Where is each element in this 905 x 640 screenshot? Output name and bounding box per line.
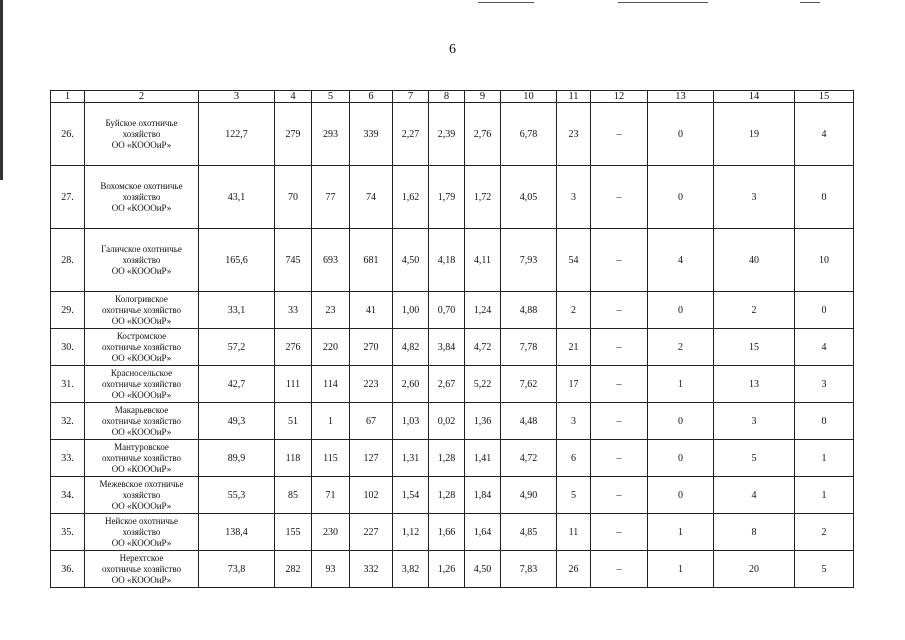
value-cell: 2,60 bbox=[393, 366, 429, 403]
value-cell: 8 bbox=[714, 514, 795, 551]
value-cell: 41 bbox=[350, 292, 393, 329]
value-cell: 276 bbox=[275, 329, 312, 366]
column-header: 13 bbox=[648, 91, 714, 103]
value-cell: 1,00 bbox=[393, 292, 429, 329]
value-cell: 1,31 bbox=[393, 440, 429, 477]
value-cell: 40 bbox=[714, 229, 795, 292]
value-cell: 4 bbox=[714, 477, 795, 514]
column-header: 10 bbox=[501, 91, 557, 103]
column-header: 12 bbox=[591, 91, 648, 103]
value-cell: 4 bbox=[795, 103, 854, 166]
value-cell: 26 bbox=[557, 551, 591, 588]
value-cell: 1,41 bbox=[465, 440, 501, 477]
value-cell: 49,3 bbox=[199, 403, 275, 440]
value-cell: 1,28 bbox=[429, 477, 465, 514]
value-cell: 0 bbox=[648, 477, 714, 514]
value-cell: 20 bbox=[714, 551, 795, 588]
value-cell: 85 bbox=[275, 477, 312, 514]
page-number: 6 bbox=[449, 42, 456, 57]
name-line: ОО «КОООиР» bbox=[111, 139, 172, 150]
value-cell: 1 bbox=[312, 403, 350, 440]
value-cell: 4,88 bbox=[501, 292, 557, 329]
value-cell: 1 bbox=[648, 514, 714, 551]
hunting-farm-name bbox=[85, 477, 199, 514]
row-number: 26. bbox=[51, 103, 85, 166]
value-cell: 6,78 bbox=[501, 103, 557, 166]
name-line: хозяйство bbox=[122, 128, 161, 139]
row-number: 27. bbox=[51, 166, 85, 229]
value-cell: 74 bbox=[350, 166, 393, 229]
value-cell: 77 bbox=[312, 166, 350, 229]
value-cell: 7,62 bbox=[501, 366, 557, 403]
column-header: 4 bbox=[275, 91, 312, 103]
value-cell: 4,11 bbox=[465, 229, 501, 292]
value-cell: 70 bbox=[275, 166, 312, 229]
dash-cell: – bbox=[591, 166, 648, 229]
value-cell: 4,72 bbox=[501, 440, 557, 477]
name-line: ОО «КОООиР» bbox=[111, 463, 172, 474]
value-cell: 1 bbox=[795, 440, 854, 477]
value-cell: 0 bbox=[795, 403, 854, 440]
value-cell: 4 bbox=[648, 229, 714, 292]
value-cell: 11 bbox=[557, 514, 591, 551]
table-row bbox=[51, 166, 854, 229]
value-cell: 33,1 bbox=[199, 292, 275, 329]
value-cell: 55,3 bbox=[199, 477, 275, 514]
scan-top-line bbox=[618, 2, 708, 3]
value-cell: 4,90 bbox=[501, 477, 557, 514]
value-cell: 51 bbox=[275, 403, 312, 440]
value-cell: 282 bbox=[275, 551, 312, 588]
table-row bbox=[51, 551, 854, 588]
value-cell: 4,48 bbox=[501, 403, 557, 440]
hunting-farm-name bbox=[85, 366, 199, 403]
value-cell: 2 bbox=[714, 292, 795, 329]
name-line: охотничье хозяйство bbox=[101, 304, 182, 315]
scan-top-line bbox=[478, 2, 534, 3]
value-cell: 5 bbox=[795, 551, 854, 588]
name-line: ОО «КОООиР» bbox=[111, 500, 172, 511]
name-line: охотничье хозяйство bbox=[101, 563, 182, 574]
value-cell: 1,26 bbox=[429, 551, 465, 588]
value-cell: 4,18 bbox=[429, 229, 465, 292]
name-line: ОО «КОООиР» bbox=[111, 389, 172, 400]
value-cell: 1,79 bbox=[429, 166, 465, 229]
value-cell: 118 bbox=[275, 440, 312, 477]
value-cell: 3 bbox=[557, 166, 591, 229]
scan-top-line bbox=[800, 2, 820, 3]
dash-cell: – bbox=[591, 514, 648, 551]
value-cell: 1,84 bbox=[465, 477, 501, 514]
name-line: ОО «КОООиР» bbox=[111, 537, 172, 548]
dash-cell: – bbox=[591, 229, 648, 292]
hunting-farm-name bbox=[85, 551, 199, 588]
value-cell: 7,83 bbox=[501, 551, 557, 588]
hunting-farm-name bbox=[85, 329, 199, 366]
name-line: Красносельское bbox=[110, 367, 173, 378]
name-line: ОО «КОООиР» bbox=[111, 426, 172, 437]
row-number: 29. bbox=[51, 292, 85, 329]
value-cell: 279 bbox=[275, 103, 312, 166]
table-row bbox=[51, 514, 854, 551]
value-cell: 15 bbox=[714, 329, 795, 366]
name-line: ОО «КОООиР» bbox=[111, 574, 172, 585]
dash-cell: – bbox=[591, 403, 648, 440]
name-line: Вохомское охотничье bbox=[100, 180, 183, 191]
value-cell: 0 bbox=[648, 166, 714, 229]
name-line: хозяйство bbox=[122, 489, 161, 500]
table-row bbox=[51, 477, 854, 514]
value-cell: 1 bbox=[648, 366, 714, 403]
value-cell: 111 bbox=[275, 366, 312, 403]
value-cell: 3 bbox=[714, 403, 795, 440]
value-cell: 5 bbox=[714, 440, 795, 477]
value-cell: 681 bbox=[350, 229, 393, 292]
value-cell: 3,84 bbox=[429, 329, 465, 366]
column-header: 11 bbox=[557, 91, 591, 103]
row-number: 30. bbox=[51, 329, 85, 366]
hunting-farm-name bbox=[85, 440, 199, 477]
value-cell: 17 bbox=[557, 366, 591, 403]
value-cell: 270 bbox=[350, 329, 393, 366]
value-cell: 2 bbox=[795, 514, 854, 551]
value-cell: 3 bbox=[714, 166, 795, 229]
value-cell: 1 bbox=[648, 551, 714, 588]
value-cell: 42,7 bbox=[199, 366, 275, 403]
value-cell: 2 bbox=[557, 292, 591, 329]
name-line: Нерехтское bbox=[119, 552, 164, 563]
name-line: хозяйство bbox=[122, 526, 161, 537]
column-header: 2 bbox=[85, 91, 199, 103]
value-cell: 230 bbox=[312, 514, 350, 551]
row-number: 28. bbox=[51, 229, 85, 292]
hunting-farm-name bbox=[85, 103, 199, 166]
value-cell: 2,67 bbox=[429, 366, 465, 403]
row-number: 32. bbox=[51, 403, 85, 440]
value-cell: 0,02 bbox=[429, 403, 465, 440]
value-cell: 693 bbox=[312, 229, 350, 292]
name-line: Костромское bbox=[116, 330, 167, 341]
hunting-farm-name bbox=[85, 514, 199, 551]
value-cell: 33 bbox=[275, 292, 312, 329]
column-header: 3 bbox=[199, 91, 275, 103]
hunting-farm-name bbox=[85, 292, 199, 329]
column-header: 5 bbox=[312, 91, 350, 103]
value-cell: 19 bbox=[714, 103, 795, 166]
table-header-row bbox=[51, 91, 854, 103]
value-cell: 0 bbox=[648, 440, 714, 477]
value-cell: 21 bbox=[557, 329, 591, 366]
name-line: Галичское охотничье bbox=[101, 243, 182, 254]
value-cell: 0,70 bbox=[429, 292, 465, 329]
name-line: ОО «КОООиР» bbox=[111, 265, 172, 276]
name-line: Макарьевское bbox=[114, 404, 169, 415]
value-cell: 0 bbox=[795, 166, 854, 229]
value-cell: 4 bbox=[795, 329, 854, 366]
value-cell: 54 bbox=[557, 229, 591, 292]
name-line: Мантуровское bbox=[114, 441, 169, 452]
value-cell: 6 bbox=[557, 440, 591, 477]
table-row bbox=[51, 103, 854, 166]
value-cell: 13 bbox=[714, 366, 795, 403]
value-cell: 1,03 bbox=[393, 403, 429, 440]
value-cell: 3 bbox=[557, 403, 591, 440]
value-cell: 71 bbox=[312, 477, 350, 514]
name-line: охотничье хозяйство bbox=[101, 415, 182, 426]
column-header: 7 bbox=[393, 91, 429, 103]
row-number: 34. bbox=[51, 477, 85, 514]
name-line: Межевское охотничье bbox=[99, 478, 184, 489]
value-cell: 4,50 bbox=[393, 229, 429, 292]
value-cell: 5 bbox=[557, 477, 591, 514]
hunting-farm-name bbox=[85, 166, 199, 229]
dash-cell: – bbox=[591, 366, 648, 403]
value-cell: 114 bbox=[312, 366, 350, 403]
value-cell: 2,39 bbox=[429, 103, 465, 166]
value-cell: 138,4 bbox=[199, 514, 275, 551]
column-header: 15 bbox=[795, 91, 854, 103]
row-number: 33. bbox=[51, 440, 85, 477]
value-cell: 2 bbox=[648, 329, 714, 366]
column-header: 9 bbox=[465, 91, 501, 103]
name-line: ОО «КОООиР» bbox=[111, 352, 172, 363]
value-cell: 89,9 bbox=[199, 440, 275, 477]
name-line: хозяйство bbox=[122, 191, 161, 202]
value-cell: 1,54 bbox=[393, 477, 429, 514]
table-row bbox=[51, 440, 854, 477]
dash-cell: – bbox=[591, 292, 648, 329]
value-cell: 4,50 bbox=[465, 551, 501, 588]
value-cell: 745 bbox=[275, 229, 312, 292]
dash-cell: – bbox=[591, 477, 648, 514]
value-cell: 223 bbox=[350, 366, 393, 403]
value-cell: 220 bbox=[312, 329, 350, 366]
table-row bbox=[51, 366, 854, 403]
value-cell: 4,72 bbox=[465, 329, 501, 366]
value-cell: 4,85 bbox=[501, 514, 557, 551]
name-line: Нейское охотничье bbox=[104, 515, 179, 526]
data-table bbox=[50, 90, 854, 588]
value-cell: 339 bbox=[350, 103, 393, 166]
column-header: 8 bbox=[429, 91, 465, 103]
value-cell: 2,76 bbox=[465, 103, 501, 166]
value-cell: 73,8 bbox=[199, 551, 275, 588]
value-cell: 3 bbox=[795, 366, 854, 403]
value-cell: 7,78 bbox=[501, 329, 557, 366]
value-cell: 23 bbox=[557, 103, 591, 166]
value-cell: 1,28 bbox=[429, 440, 465, 477]
dash-cell: – bbox=[591, 551, 648, 588]
row-number: 35. bbox=[51, 514, 85, 551]
value-cell: 155 bbox=[275, 514, 312, 551]
column-header: 14 bbox=[714, 91, 795, 103]
value-cell: 1,66 bbox=[429, 514, 465, 551]
table-row bbox=[51, 292, 854, 329]
value-cell: 43,1 bbox=[199, 166, 275, 229]
value-cell: 10 bbox=[795, 229, 854, 292]
value-cell: 93 bbox=[312, 551, 350, 588]
dash-cell: – bbox=[591, 440, 648, 477]
value-cell: 115 bbox=[312, 440, 350, 477]
value-cell: 227 bbox=[350, 514, 393, 551]
value-cell: 7,93 bbox=[501, 229, 557, 292]
name-line: ОО «КОООиР» bbox=[111, 315, 172, 326]
value-cell: 57,2 bbox=[199, 329, 275, 366]
name-line: охотничье хозяйство bbox=[101, 452, 182, 463]
value-cell: 1,62 bbox=[393, 166, 429, 229]
table-row bbox=[51, 403, 854, 440]
value-cell: 3,82 bbox=[393, 551, 429, 588]
value-cell: 127 bbox=[350, 440, 393, 477]
name-line: охотничье хозяйство bbox=[101, 341, 182, 352]
value-cell: 2,27 bbox=[393, 103, 429, 166]
column-header: 1 bbox=[51, 91, 85, 103]
value-cell: 332 bbox=[350, 551, 393, 588]
row-number: 31. bbox=[51, 366, 85, 403]
value-cell: 0 bbox=[795, 292, 854, 329]
value-cell: 23 bbox=[312, 292, 350, 329]
name-line: хозяйство bbox=[122, 254, 161, 265]
column-header: 6 bbox=[350, 91, 393, 103]
name-line: ОО «КОООиР» bbox=[111, 202, 172, 213]
value-cell: 1,36 bbox=[465, 403, 501, 440]
dash-cell: – bbox=[591, 103, 648, 166]
value-cell: 165,6 bbox=[199, 229, 275, 292]
value-cell: 67 bbox=[350, 403, 393, 440]
value-cell: 4,82 bbox=[393, 329, 429, 366]
value-cell: 1 bbox=[795, 477, 854, 514]
table-row bbox=[51, 229, 854, 292]
value-cell: 0 bbox=[648, 292, 714, 329]
hunting-farm-name bbox=[85, 403, 199, 440]
value-cell: 122,7 bbox=[199, 103, 275, 166]
value-cell: 1,72 bbox=[465, 166, 501, 229]
value-cell: 1,12 bbox=[393, 514, 429, 551]
scan-edge-mark bbox=[0, 0, 3, 180]
dash-cell: – bbox=[591, 329, 648, 366]
name-line: охотничье хозяйство bbox=[101, 378, 182, 389]
value-cell: 1,64 bbox=[465, 514, 501, 551]
value-cell: 0 bbox=[648, 403, 714, 440]
row-number: 36. bbox=[51, 551, 85, 588]
value-cell: 102 bbox=[350, 477, 393, 514]
value-cell: 5,22 bbox=[465, 366, 501, 403]
hunting-farm-name bbox=[85, 229, 199, 292]
value-cell: 1,24 bbox=[465, 292, 501, 329]
value-cell: 293 bbox=[312, 103, 350, 166]
name-line: Буйское охотничье bbox=[105, 117, 178, 128]
name-line: Кологривское bbox=[115, 293, 168, 304]
value-cell: 0 bbox=[648, 103, 714, 166]
value-cell: 4,05 bbox=[501, 166, 557, 229]
table-row bbox=[51, 329, 854, 366]
